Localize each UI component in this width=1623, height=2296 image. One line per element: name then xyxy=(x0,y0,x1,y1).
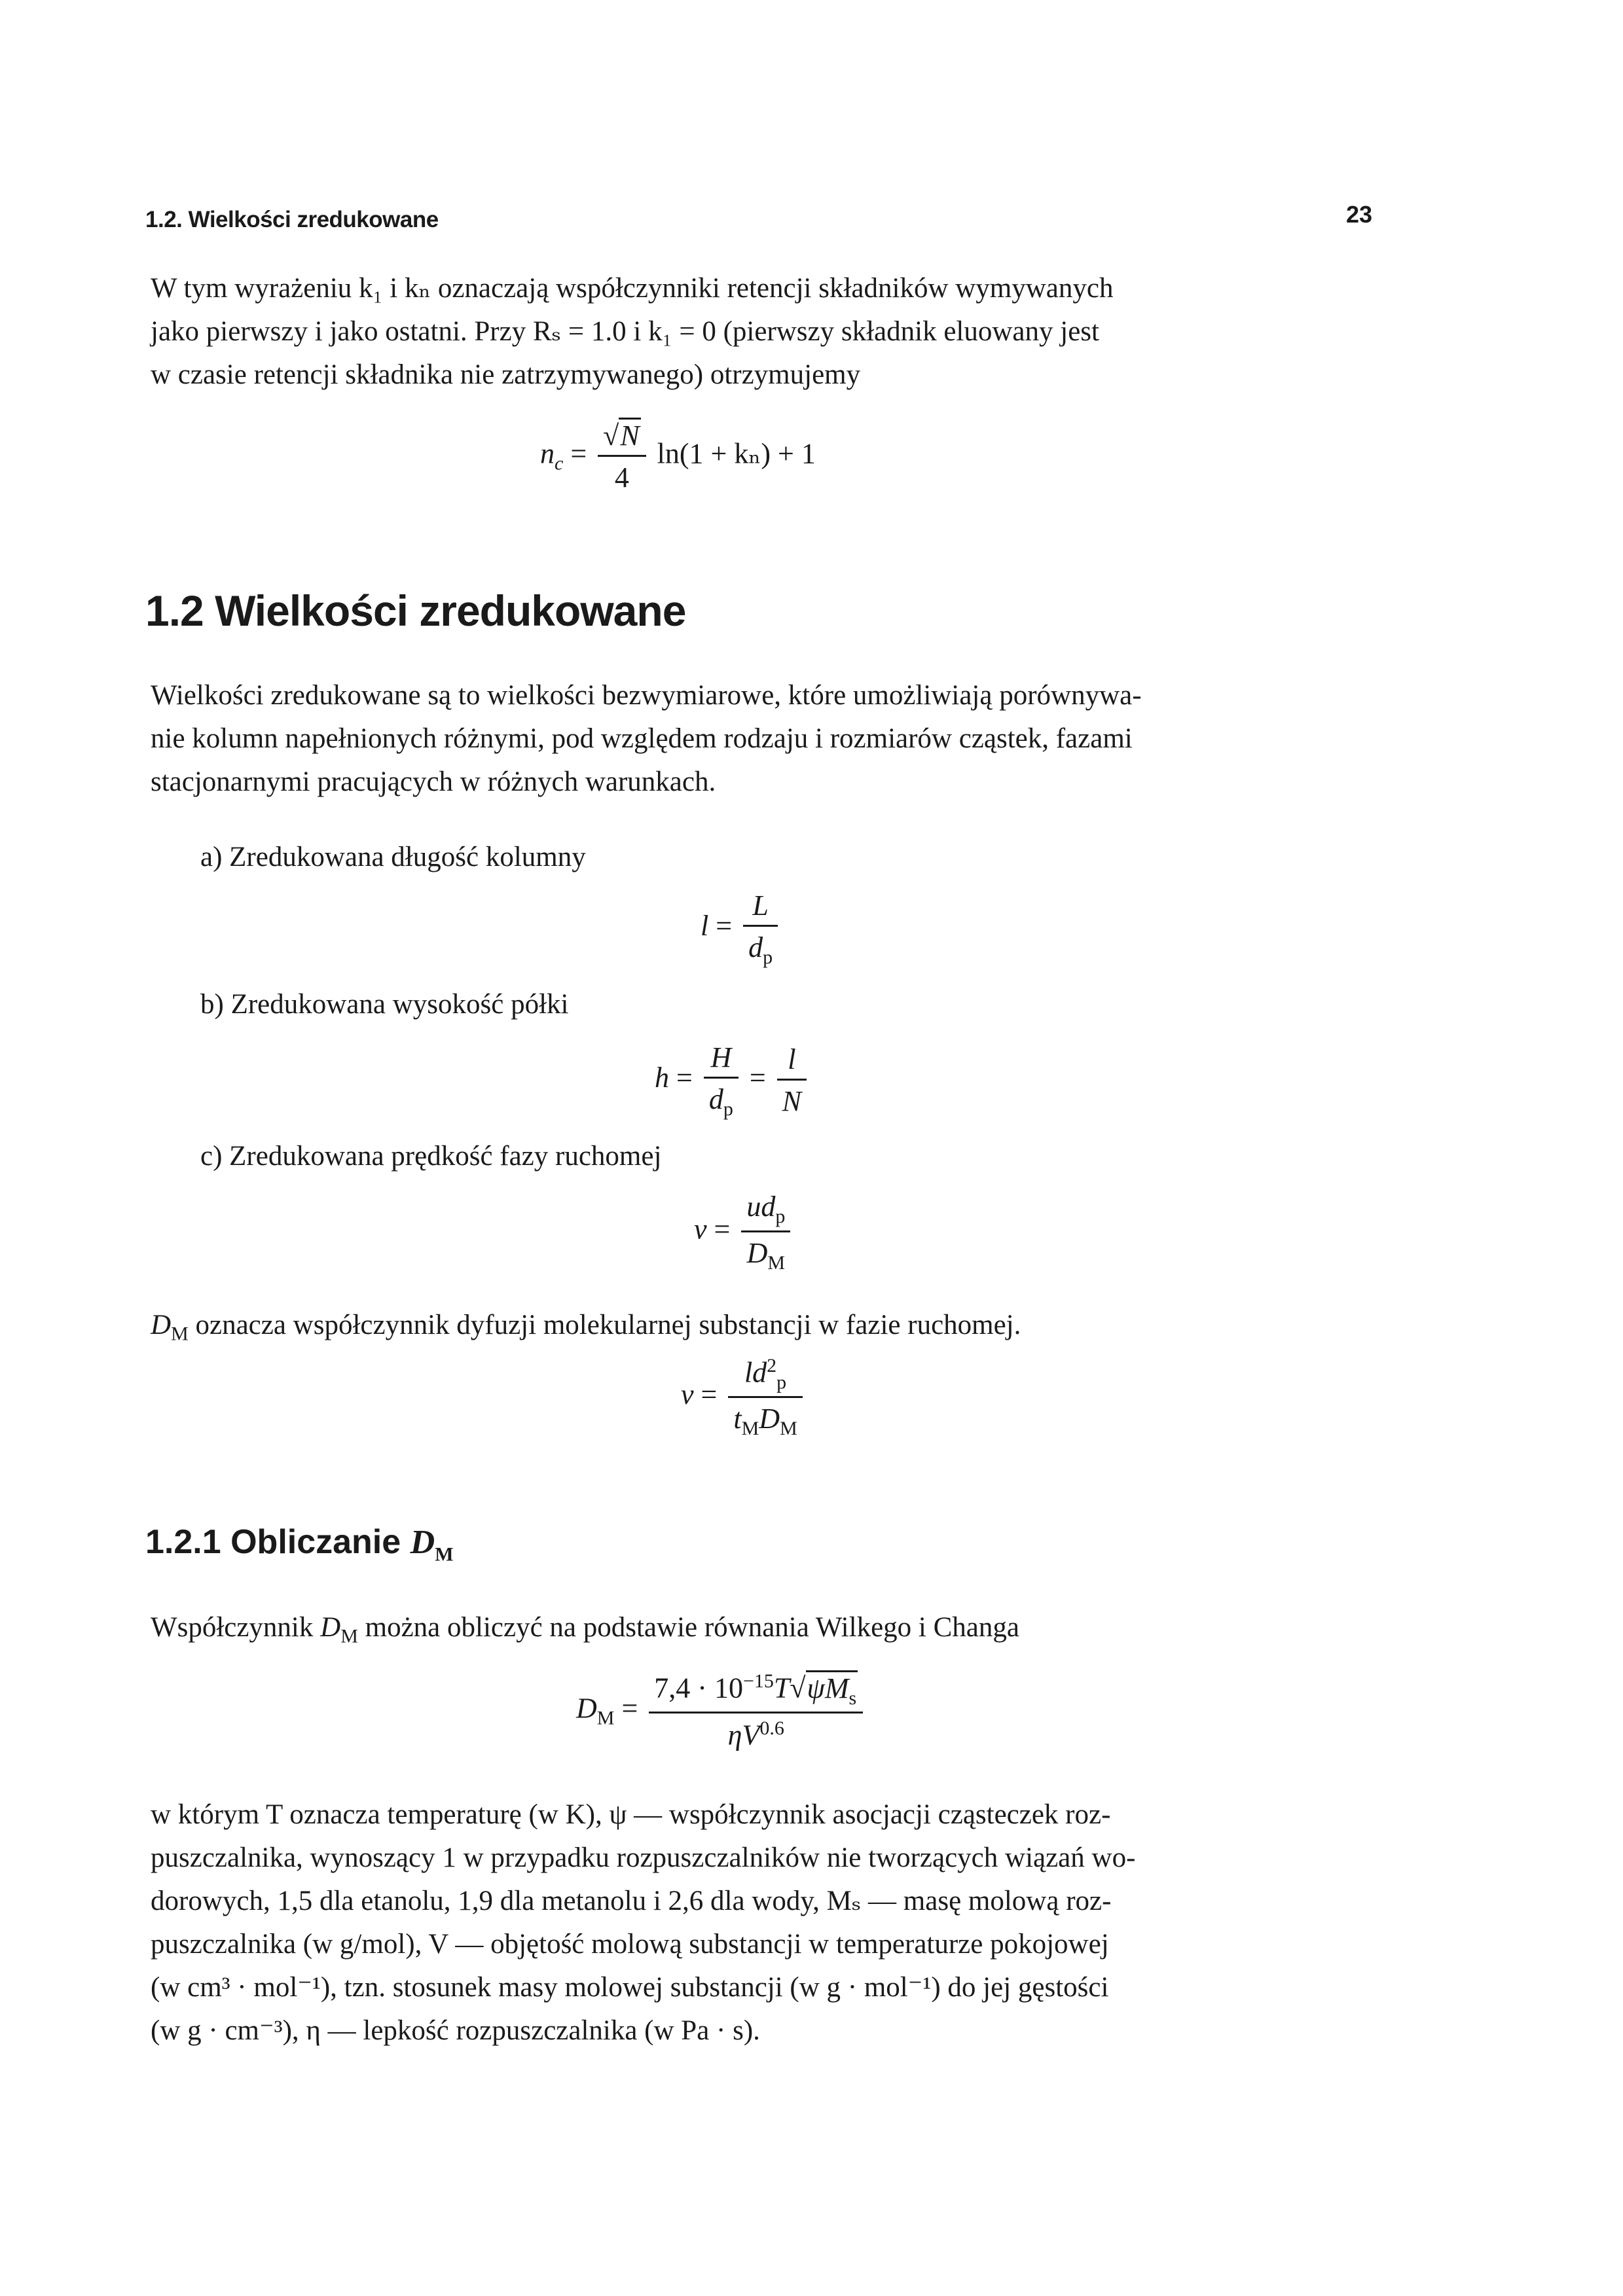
eq-v1-lhs: v xyxy=(694,1213,707,1246)
eq-l-fraction xyxy=(743,889,778,969)
eq-v1-den-sub: M xyxy=(767,1251,786,1274)
item-c: c) Zredukowana prędkość fazy ruchomej xyxy=(200,1141,662,1172)
eq-v1-den: D xyxy=(746,1236,768,1269)
eq-v1-num: ud xyxy=(746,1191,776,1223)
intro-line: w czasie retencji składnika nie zatrzymywanego) otrzymujemy xyxy=(151,359,861,390)
eq-h-lhs: h xyxy=(655,1062,669,1094)
eq-l-num: L xyxy=(752,889,769,922)
subsection-intro-a: Współczynnik xyxy=(151,1612,321,1643)
eq-h-num2: l xyxy=(788,1043,796,1076)
eq-dm-den-exp: 0.6 xyxy=(759,1717,784,1740)
subsection-heading-symbol-sub: M xyxy=(435,1543,454,1566)
eq-nc-den: 4 xyxy=(598,455,646,494)
dm-note-symbol: D xyxy=(151,1310,172,1340)
eq-nc-rhs: ln(1 + kₙ) + 1 xyxy=(657,437,816,470)
closing-line: w którym T oznacza temperaturę (w K), ψ — współczynnik asocjacji cząsteczek roz- xyxy=(151,1799,1111,1830)
dm-note-text: oznacza współczynnik dyfuzji molekularnej substancji w fazie ruchomej. xyxy=(188,1310,1021,1340)
eq-v2-den2-sub: M xyxy=(780,1418,797,1440)
eq-nc-fraction: $\frac{√N}{4}$ xyxy=(598,419,646,494)
intro-line: W tym wyrażeniu k₁ i kₙ oznaczają współczynniki retencji składników wymywanych xyxy=(151,273,1114,304)
eq-dm-num-b: T xyxy=(773,1672,790,1704)
eq-nc-num: N xyxy=(619,418,640,452)
page-number: 23 xyxy=(1346,201,1373,228)
eq-h-num1: H xyxy=(710,1041,732,1073)
eq-nc-lhs: n xyxy=(540,437,555,470)
running-head: 1.2. Wielkości zredukowane xyxy=(145,207,439,232)
subsection-intro xyxy=(151,1611,1019,1648)
dm-note xyxy=(151,1309,1021,1346)
subsection-intro-symbol: D xyxy=(320,1612,341,1643)
eq-dm-fraction: $\frac{7,4 \cdot 10^{-15}T√\psi M_s}{\eta V^{0.6}}$ xyxy=(649,1670,863,1752)
eq-v2-num-sub: p xyxy=(776,1371,787,1393)
closing-paragraph xyxy=(151,1793,1381,2053)
eq-v2-den1-sub: M xyxy=(741,1418,759,1440)
intro-line: jako pierwszy i jako ostatni. Przy Rₛ = 1.0 i k₁ = 0 (pierwszy składnik eluowany jest xyxy=(151,316,1099,347)
item-b: b) Zredukowana wysokość półki xyxy=(200,989,569,1020)
equation-v1: v = $\frac{ud_p}{D_M}$ xyxy=(694,1190,794,1274)
section-paragraph xyxy=(151,674,1381,804)
eq-dm-lhs: D xyxy=(576,1692,597,1725)
closing-line: puszczalnika (w g/mol), V — objętość molową substancji w temperaturze pokojowej xyxy=(151,1929,1109,1960)
eq-v2-lhs: v xyxy=(681,1378,694,1411)
eq-v2-den2: D xyxy=(759,1403,780,1435)
eq-v2-den1: t xyxy=(733,1403,742,1435)
equation-l: l = $\frac{L}{d_p}$ xyxy=(701,889,782,969)
eq-v2-num: ld xyxy=(744,1356,767,1389)
subsection-intro-b: można obliczyć na podstawie równania Wilkego i Changa xyxy=(357,1612,1019,1643)
section-line: Wielkości zredukowane są to wielkości bezwymiarowe, które umożliwiają porównywa- xyxy=(151,680,1142,711)
equation-nc xyxy=(540,419,816,494)
subsection-heading-text: 1.2.1 Obliczanie xyxy=(145,1523,410,1561)
eq-dm-num-root-sub: s xyxy=(848,1687,857,1709)
equation-dm: $D_M$ = $\frac{7,4 \cdot 10^{-15}T√\psi M_s}{\eta V^{0.6}}$ xyxy=(576,1670,867,1752)
intro-paragraph xyxy=(151,267,1381,397)
subsection-heading-symbol: D xyxy=(410,1524,435,1561)
eq-h-den1-sub: p xyxy=(723,1098,733,1120)
eq-nc-lhs-sub: c xyxy=(555,452,564,475)
eq-h-den2: N xyxy=(777,1079,807,1118)
equation-v2: v = $\frac{ld^2_p}{t_MD_M}$ xyxy=(681,1355,807,1440)
subsection-heading xyxy=(145,1522,454,1566)
equation-h: h = $\frac{H}{d_p}$ = $\frac{l}{N}$ xyxy=(655,1041,811,1121)
eq-dm-num-a: 7,4 · 10 xyxy=(654,1672,743,1704)
item-a: a) Zredukowana długość kolumny xyxy=(200,842,586,872)
closing-line: (w g · cm⁻³), η — lepkość rozpuszczalnika (w Pa · s). xyxy=(151,2015,760,2046)
eq-l-den-sub: p xyxy=(763,946,773,968)
closing-line: puszczalnika, wynoszący 1 w przypadku rozpuszczalników nie tworzących wiązań wo- xyxy=(151,1842,1136,1873)
eq-nc-equals: = xyxy=(570,437,587,470)
eq-dm-num-exp: −15 xyxy=(742,1670,774,1692)
closing-line: dorowych, 1,5 dla etanolu, 1,9 dla metanolu i 2,6 dla wody, Mₛ — masę molową roz- xyxy=(151,1886,1112,1916)
eq-h-fraction-1 xyxy=(704,1041,739,1121)
eq-dm-den-a: ηV xyxy=(727,1719,760,1752)
eq-h-den1: d xyxy=(708,1083,723,1115)
section-line: stacjonarnymi pracujących w różnych warunkach. xyxy=(151,766,716,797)
eq-l-lhs: l xyxy=(701,910,709,942)
dm-note-symbol-sub: M xyxy=(171,1323,189,1345)
subsection-intro-symbol-sub: M xyxy=(340,1625,358,1647)
eq-h-fraction-2 xyxy=(777,1043,807,1118)
eq-v1-num-sub: p xyxy=(775,1205,786,1227)
eq-v2-num-sup: 2 xyxy=(767,1355,777,1376)
closing-line: (w cm³ · mol⁻¹), tzn. stosunek masy molowej substancji (w g · mol⁻¹) do jej gęstości xyxy=(151,1972,1109,2003)
eq-l-den: d xyxy=(748,931,763,963)
section-heading: 1.2 Wielkości zredukowane xyxy=(145,586,686,635)
eq-dm-num-root: ψM xyxy=(807,1672,849,1704)
eq-v1-fraction xyxy=(741,1190,790,1274)
section-line: nie kolumn napełnionych różnymi, pod względem rodzaju i rozmiarów cząstek, fazami xyxy=(151,723,1133,754)
eq-v2-fraction xyxy=(728,1355,802,1440)
eq-dm-lhs-sub: M xyxy=(596,1707,615,1729)
